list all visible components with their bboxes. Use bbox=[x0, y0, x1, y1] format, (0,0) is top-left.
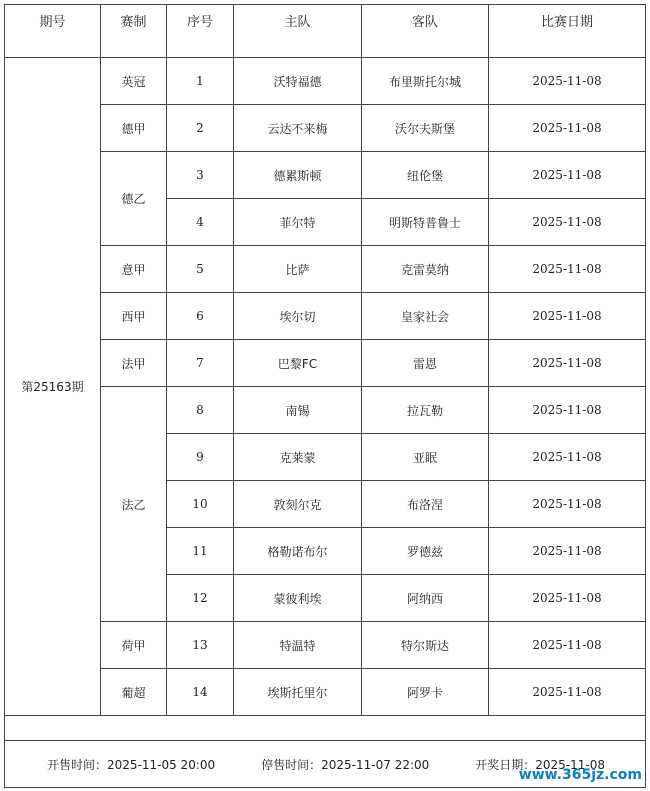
away-team-cell: 亚眠 bbox=[362, 434, 489, 481]
home-team-cell: 巴黎FC bbox=[234, 340, 362, 387]
header-row bbox=[5, 5, 646, 58]
home-team-cell: 南锡 bbox=[234, 387, 362, 434]
number-cell: 8 bbox=[167, 387, 234, 434]
table-row bbox=[5, 387, 646, 434]
league-cell: 意甲 bbox=[101, 246, 167, 293]
number-cell: 3 bbox=[167, 152, 234, 199]
period-cell: 第25163期 bbox=[5, 58, 101, 716]
match-date-cell: 2025-11-08 bbox=[489, 340, 646, 387]
table-row bbox=[5, 340, 646, 387]
number-cell: 6 bbox=[167, 293, 234, 340]
away-team-cell: 罗德兹 bbox=[362, 528, 489, 575]
match-date-cell: 2025-11-08 bbox=[489, 434, 646, 481]
away-team-cell: 布洛涅 bbox=[362, 481, 489, 528]
match-date-cell: 2025-11-08 bbox=[489, 246, 646, 293]
match-date-cell: 2025-11-08 bbox=[489, 528, 646, 575]
table-row bbox=[5, 105, 646, 152]
league-cell: 法甲 bbox=[101, 340, 167, 387]
away-team-cell: 布里斯托尔城 bbox=[362, 58, 489, 105]
home-team-cell: 菲尔特 bbox=[234, 199, 362, 246]
table-row bbox=[5, 669, 646, 716]
away-team-cell: 克雷莫纳 bbox=[362, 246, 489, 293]
home-team-cell: 云达不来梅 bbox=[234, 105, 362, 152]
away-team-cell: 皇家社会 bbox=[362, 293, 489, 340]
number-cell: 7 bbox=[167, 340, 234, 387]
home-team-cell: 德累斯顿 bbox=[234, 152, 362, 199]
home-team-cell: 比萨 bbox=[234, 246, 362, 293]
match-date-cell: 2025-11-08 bbox=[489, 575, 646, 622]
number-cell: 4 bbox=[167, 199, 234, 246]
table-row bbox=[5, 293, 646, 340]
watermark: www.365jz.com bbox=[518, 767, 642, 783]
header-period: 期号 bbox=[5, 5, 101, 58]
away-team-cell: 阿纳西 bbox=[362, 575, 489, 622]
away-team-cell: 明斯特普鲁士 bbox=[362, 199, 489, 246]
match-date-cell: 2025-11-08 bbox=[489, 622, 646, 669]
league-cell: 葡超 bbox=[101, 669, 167, 716]
home-team-cell: 特温特 bbox=[234, 622, 362, 669]
league-cell: 荷甲 bbox=[101, 622, 167, 669]
home-team-cell: 蒙彼利埃 bbox=[234, 575, 362, 622]
spacer-row bbox=[5, 716, 646, 741]
match-date-cell: 2025-11-08 bbox=[489, 669, 646, 716]
league-cell: 西甲 bbox=[101, 293, 167, 340]
number-cell: 14 bbox=[167, 669, 234, 716]
match-date-cell: 2025-11-08 bbox=[489, 152, 646, 199]
home-team-cell: 敦刻尔克 bbox=[234, 481, 362, 528]
table-row bbox=[5, 58, 646, 105]
away-team-cell: 阿罗卡 bbox=[362, 669, 489, 716]
match-date-cell: 2025-11-08 bbox=[489, 293, 646, 340]
number-cell: 11 bbox=[167, 528, 234, 575]
table-row bbox=[5, 622, 646, 669]
number-cell: 9 bbox=[167, 434, 234, 481]
match-date-cell: 2025-11-08 bbox=[489, 58, 646, 105]
match-date-cell: 2025-11-08 bbox=[489, 105, 646, 152]
home-team-cell: 沃特福德 bbox=[234, 58, 362, 105]
header-match-date: 比赛日期 bbox=[489, 5, 646, 58]
league-cell: 德乙 bbox=[101, 152, 167, 246]
match-date-cell: 2025-11-08 bbox=[489, 199, 646, 246]
league-cell: 法乙 bbox=[101, 387, 167, 622]
number-cell: 2 bbox=[167, 105, 234, 152]
header-home-team: 主队 bbox=[234, 5, 362, 58]
number-cell: 13 bbox=[167, 622, 234, 669]
league-cell: 德甲 bbox=[101, 105, 167, 152]
header-number: 序号 bbox=[167, 5, 234, 58]
match-date-cell: 2025-11-08 bbox=[489, 481, 646, 528]
number-cell: 12 bbox=[167, 575, 234, 622]
away-team-cell: 纽伦堡 bbox=[362, 152, 489, 199]
number-cell: 1 bbox=[167, 58, 234, 105]
table-row bbox=[5, 246, 646, 293]
number-cell: 5 bbox=[167, 246, 234, 293]
header-league: 赛制 bbox=[101, 5, 167, 58]
sale-close-time: 停售时间：2025-11-07 22:00 bbox=[261, 757, 430, 772]
home-team-cell: 克莱蒙 bbox=[234, 434, 362, 481]
home-team-cell: 格勒诺布尔 bbox=[234, 528, 362, 575]
home-team-cell: 埃尔切 bbox=[234, 293, 362, 340]
table-row bbox=[5, 152, 646, 199]
league-cell: 英冠 bbox=[101, 58, 167, 105]
away-team-cell: 特尔斯达 bbox=[362, 622, 489, 669]
away-team-cell: 拉瓦勒 bbox=[362, 387, 489, 434]
header-away-team: 客队 bbox=[362, 5, 489, 58]
match-date-cell: 2025-11-08 bbox=[489, 387, 646, 434]
home-team-cell: 埃斯托里尔 bbox=[234, 669, 362, 716]
sale-open-time: 开售时间：2025-11-05 20:00 bbox=[47, 757, 216, 772]
draw-date: 开奖日期：2025-11-08 bbox=[475, 757, 605, 772]
away-team-cell: 雷恩 bbox=[362, 340, 489, 387]
away-team-cell: 沃尔夫斯堡 bbox=[362, 105, 489, 152]
schedule-table bbox=[4, 4, 646, 788]
number-cell: 10 bbox=[167, 481, 234, 528]
